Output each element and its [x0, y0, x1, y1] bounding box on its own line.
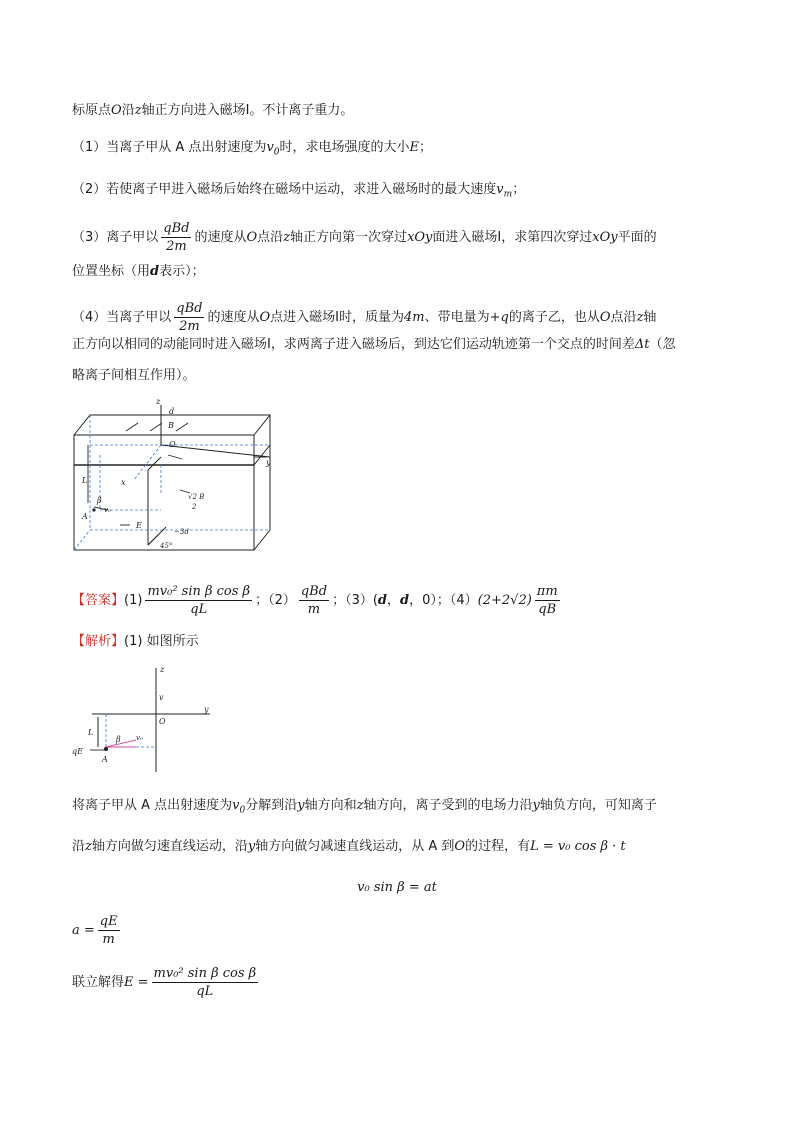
answer-d1: d — [377, 593, 387, 608]
symbol-v0-sub: 0 — [273, 147, 280, 158]
q4-text-c: 点进入磁场Ⅰ时，质量为 — [270, 310, 405, 325]
symbol-O: O — [599, 310, 611, 325]
frac-num: mv₀² sin β cos β — [153, 966, 257, 981]
frac-num: qE — [99, 914, 118, 929]
symbol-d: d — [150, 264, 160, 279]
question-3 — [72, 220, 657, 255]
question-3-line-2 — [72, 262, 205, 282]
fig2-v0-arrow — [106, 740, 136, 747]
answer-line — [72, 582, 563, 620]
fig2-label-v: v — [159, 693, 164, 702]
fig1-label-L: L — [82, 476, 88, 485]
symbol-z: z — [134, 103, 142, 118]
fig1-label-v0: v₀ — [104, 506, 111, 514]
answer-label: 【答案】 — [72, 593, 125, 608]
answer-part-1: (1) — [124, 593, 143, 608]
frac-den: m — [307, 602, 321, 617]
symbol-xOy: xOy — [407, 230, 433, 245]
q1-text-b: 时，求电场强度的大小 — [279, 140, 410, 155]
frac-den: m — [102, 932, 115, 947]
symbol-v0: v — [232, 798, 240, 813]
b-arrow-1 — [126, 423, 138, 431]
eq-a-lhs: a = — [72, 923, 95, 938]
q4-line2: 正方向以相同的动能同时进入磁场Ⅰ，求两离子进入磁场后，到达它们运动轨迹第一个交点的时间差 — [72, 337, 635, 352]
frac-num: mv₀² sin β cos β — [147, 584, 251, 599]
analysis-para-2 — [72, 837, 626, 857]
answer-4-prefix: (2+2√2) — [477, 593, 532, 608]
fig2-point-A — [104, 747, 108, 751]
symbol-y: y — [532, 798, 540, 813]
b-arrow-2 — [150, 423, 162, 431]
para2-d: 的过程，有 — [465, 839, 531, 854]
answer-part-2: ；（2） — [255, 593, 296, 608]
figure-velocity-decomposition — [70, 662, 220, 774]
question-4 — [72, 300, 656, 335]
fig1-label-B2den: 2 — [192, 503, 197, 511]
symbol-v0: v — [266, 140, 274, 155]
analysis-label: 【解析】 — [72, 634, 125, 649]
symbol-4m: 4m — [404, 310, 425, 325]
para1-b: 分解到沿 — [245, 798, 298, 813]
symbol-z: z — [356, 798, 364, 813]
symbol-z: z — [85, 839, 92, 854]
symbol-O: O — [454, 839, 466, 854]
para2-b: 轴方向做匀速直线运动，沿 — [91, 839, 248, 854]
answer-1-fraction — [145, 583, 252, 618]
q3-text-d: 轴正方向第一次穿过 — [290, 230, 408, 245]
final-fraction — [152, 965, 259, 1000]
q3-text-b: 的速度从 — [194, 230, 247, 245]
question-2 — [72, 180, 525, 205]
q3-text-c: 点沿 — [257, 230, 284, 245]
para1-e: 轴负方向，可知离子 — [539, 798, 657, 813]
frac-den: qB — [538, 602, 557, 617]
intro-text-3: 轴正方向进入磁场Ⅰ。不计离子重力。 — [141, 103, 354, 118]
fig2-label-O: O — [159, 717, 166, 726]
intro-text-2: 沿 — [121, 103, 135, 118]
frac-num: qBd — [300, 584, 328, 599]
symbol-vm: v — [496, 182, 504, 197]
symbol-xOy: xOy — [592, 230, 618, 245]
eq-a-fraction — [98, 913, 120, 948]
para2-c: 轴方向做匀减速直线运动，从 A 到 — [255, 839, 455, 854]
frac-num: qBd — [163, 221, 190, 236]
answer-sep: ， — [387, 593, 401, 608]
q3-text-a: （3）离子甲以 — [72, 230, 159, 245]
symbol-y: y — [247, 839, 256, 854]
q4-line3: 略离子间相互作用）。 — [72, 368, 196, 383]
symbol-y: y — [297, 798, 305, 813]
para2-a: 沿 — [72, 839, 86, 854]
fig2-label-A: A — [102, 755, 108, 764]
figure-magnetic-field-box — [70, 395, 285, 553]
frac-den: 2m — [179, 319, 200, 334]
q3-line2b: 表示）； — [159, 264, 205, 279]
q2-text-b: ； — [512, 182, 526, 197]
trajectory-arrow — [168, 455, 182, 459]
q4-text-e: 的离子乙，也从 — [508, 310, 600, 325]
point-A — [92, 508, 95, 511]
q3-text-f: 平面的 — [617, 230, 657, 245]
fig1-label-d: d — [169, 407, 175, 416]
fig2-label-beta: β — [116, 735, 121, 744]
answer-part-3: ；（3）( — [332, 593, 378, 608]
symbol-O: O — [111, 103, 122, 118]
q4-text-a: （4）当离子甲以 — [72, 310, 172, 325]
frac-den: qL — [196, 984, 214, 999]
equation-v0-sin: v₀ sin β = at — [357, 880, 437, 895]
fig2-label-v0: v₀ — [136, 734, 143, 742]
frac-den: qL — [190, 602, 208, 617]
fig1-label-beta: β — [97, 496, 102, 505]
symbol-plus-q: +q — [489, 310, 509, 325]
symbol-dt: Δt — [634, 337, 650, 352]
q4-line2b: （忽 — [649, 337, 676, 352]
question-4-line-2 — [72, 335, 675, 355]
para1-d: 轴方向，离子受到的电场力沿 — [363, 798, 533, 813]
equation-L: L = v₀ cos β · t — [530, 839, 626, 854]
q2-text-a: （2）若使离子甲进入磁场后始终在磁场中运动，求进入磁场时的最大速度 — [72, 182, 497, 197]
answer-d2: d — [400, 593, 410, 608]
symbol-z: z — [283, 230, 291, 245]
symbol-O: O — [246, 230, 258, 245]
symbol-v0-sub: 0 — [239, 805, 246, 816]
fig1-label-x: x — [121, 478, 126, 487]
symbol-vm-sub: m — [503, 189, 513, 200]
symbol-E: E — [409, 140, 420, 155]
q4-text-b: 的速度从 — [207, 310, 260, 325]
q3-text-e: 面进入磁场Ⅰ，求第四次穿过 — [432, 230, 593, 245]
q3-line2: 位置坐标（用 — [72, 264, 151, 279]
fig2-label-L: L — [88, 728, 94, 737]
fig2-label-z: z — [160, 665, 165, 674]
final-text: 联立解得 — [72, 975, 125, 990]
fig1-label-E: E — [136, 521, 142, 530]
fig1-label-B2: √2 B — [188, 493, 205, 501]
q4-text-d: 、带电量为 — [424, 310, 490, 325]
frac-den: 2m — [166, 239, 187, 254]
q4-text-f: 点沿 — [610, 310, 637, 325]
answer-4-fraction — [535, 583, 560, 618]
answer-2-fraction — [299, 583, 329, 618]
final-E-lhs: E = — [124, 975, 149, 990]
q1-text-a: （1）当离子甲从 A 点出射速度为 — [72, 140, 267, 155]
analysis-text: (1) 如图所示 — [124, 634, 199, 649]
hidden-edge-corner — [74, 530, 90, 550]
fig1-label-B: B — [168, 421, 174, 430]
fig1-label-O: O — [169, 440, 176, 449]
equation-a — [72, 912, 123, 950]
fraction-qBd-2m — [174, 300, 204, 335]
frac-num: πm — [536, 584, 558, 599]
fig1-label-neg3d: −3d — [174, 528, 189, 536]
symbol-O: O — [259, 310, 271, 325]
fig2-label-qE: qE — [72, 747, 83, 756]
fraction-qBd-2m — [161, 220, 191, 255]
deg45-line — [148, 535, 158, 545]
q1-text-c: ； — [419, 140, 433, 155]
fig1-label-A: A — [82, 512, 88, 521]
fig1-label-y: y — [266, 458, 271, 467]
q4-text-g: 轴 — [643, 310, 657, 325]
fig2-label-y: y — [204, 705, 209, 714]
fig1-label-45deg: 45° — [160, 542, 173, 550]
fig1-label-z: z — [156, 397, 161, 406]
analysis-heading — [72, 632, 199, 652]
question-1 — [72, 138, 432, 163]
b-arrow-3 — [176, 423, 188, 431]
question-4-line-3 — [72, 366, 196, 386]
final-result — [72, 964, 261, 1002]
para1-c: 轴方向和 — [304, 798, 357, 813]
analysis-para-1 — [72, 796, 657, 821]
answer-part-3-end: ，0）；（4） — [409, 593, 478, 608]
intro-line — [72, 101, 353, 121]
frac-num: qBd — [176, 301, 203, 316]
symbol-z: z — [636, 310, 644, 325]
intro-text-1: 标原点 — [72, 103, 112, 118]
para1-a: 将离子甲从 A 点出射速度为 — [72, 798, 233, 813]
